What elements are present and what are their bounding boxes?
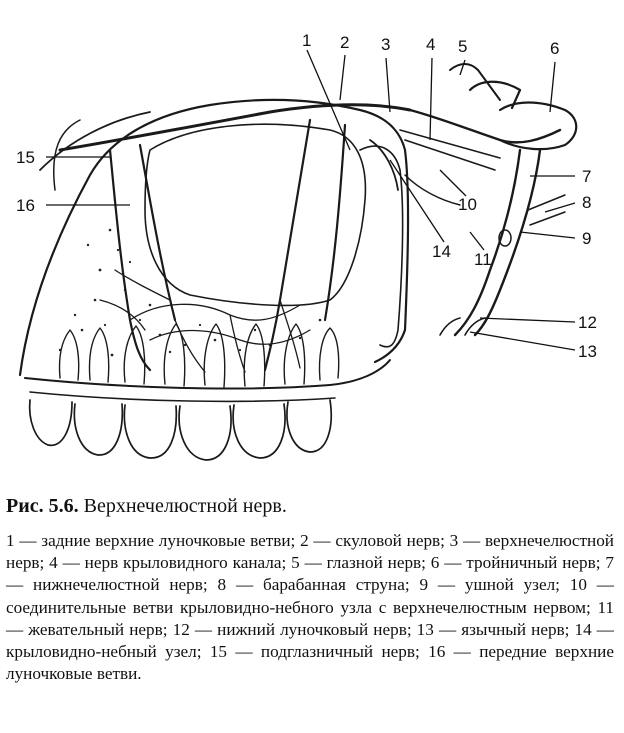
callout-1: 1 bbox=[302, 31, 312, 50]
figure-legend: 1 — задние верхние луночковые ветви; 2 — скуловой нерв; 3 — верхнечелюстной нерв; 4 — нерв крыловидного канала; 5 — глазной нерв; 6 — тройничный нерв; 7 — нижнечелюстной нерв; 8 — барабанная струна; 9 — ушной узел; 10 — соединительные ветви крыловидно-небного узла с верхнечелюстным нервом; 11 — жевательный нерв; 12 — нижний луночковый нерв; 13 — язычный нерв; 14 — крыловидно-небный узел; 15 — подглазничный нерв; 16 — передние верхние луночковые ветви. bbox=[6, 531, 614, 684]
figure-title: Верхнечелюстной нерв. bbox=[83, 495, 287, 517]
callout-5: 5 bbox=[458, 37, 468, 56]
callout-9: 9 bbox=[582, 229, 592, 248]
callout-7: 7 bbox=[582, 167, 592, 186]
callout-12: 12 bbox=[578, 313, 597, 332]
figure-label: Рис. 5.6. bbox=[6, 495, 79, 517]
callout-2: 2 bbox=[340, 33, 350, 52]
callout-numbers bbox=[16, 31, 597, 361]
callout-4: 4 bbox=[426, 35, 436, 54]
callout-16: 16 bbox=[16, 196, 35, 215]
figure-caption bbox=[6, 494, 287, 518]
callout-11: 11 bbox=[474, 250, 492, 269]
callout-13: 13 bbox=[578, 342, 597, 361]
callout-8: 8 bbox=[582, 193, 592, 212]
callout-3: 3 bbox=[381, 35, 391, 54]
callout-6: 6 bbox=[550, 39, 560, 58]
callout-14: 14 bbox=[432, 242, 451, 261]
callout-15: 15 bbox=[16, 148, 35, 167]
callout-10: 10 bbox=[458, 195, 477, 214]
maxilla-drawing bbox=[20, 64, 576, 460]
